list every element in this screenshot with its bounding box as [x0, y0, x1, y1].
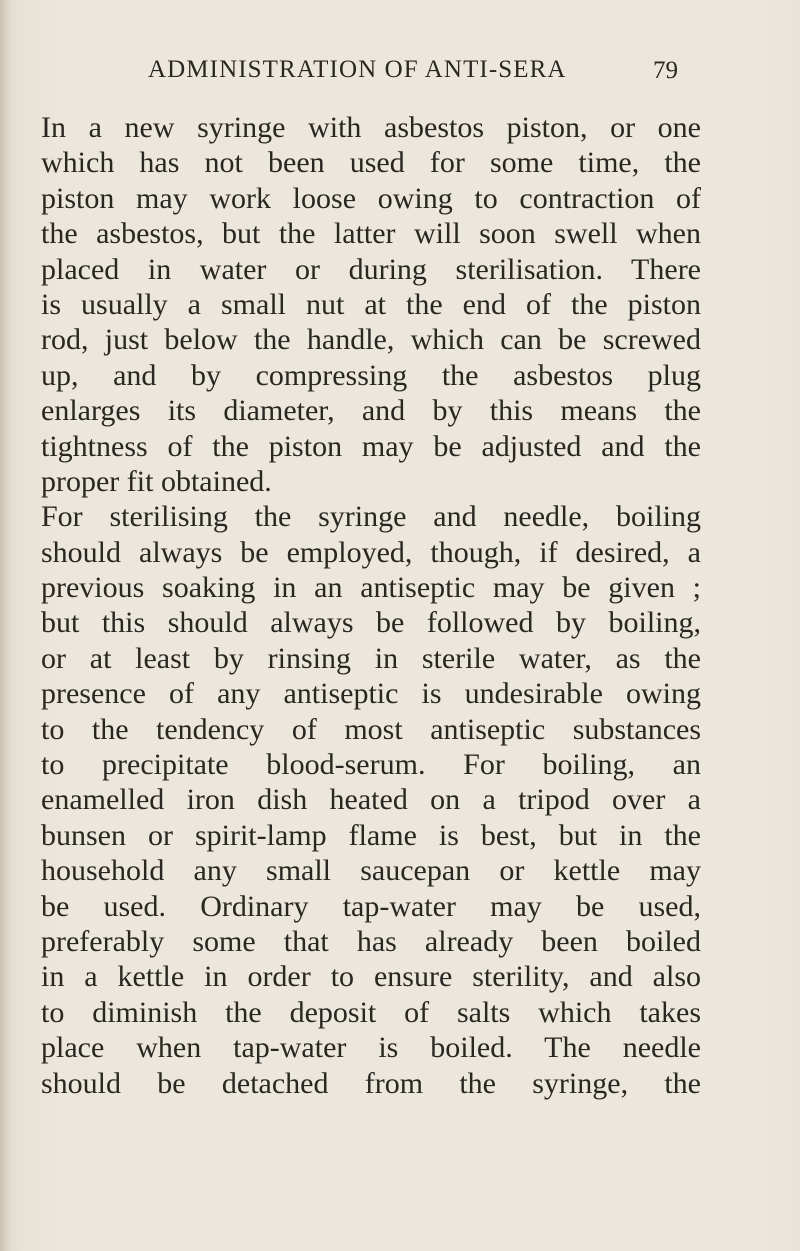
text-line: but this should always be followed by boiling,	[41, 606, 701, 640]
text-line: presence of any antiseptic is undesirable owing	[41, 677, 701, 711]
text-line: tightness of the piston may be adjusted and the	[41, 429, 701, 463]
text-line: rod, just below the handle, which can be screwed	[41, 323, 701, 357]
text-line: or at least by rinsing in sterile water, as the	[41, 641, 701, 675]
text-line: previous soaking in an antiseptic may be given ;	[41, 571, 701, 605]
text-line: up, and by compressing the asbestos plug	[41, 358, 701, 392]
text-line: In a new syringe with asbestos piston, or one	[41, 111, 701, 144]
page-gutter-edge	[0, 0, 10, 1251]
text-line: to precipitate blood-serum. For boiling, an	[41, 748, 701, 782]
page-header	[0, 56, 800, 96]
text-line: to diminish the deposit of salts which takes	[41, 995, 701, 1029]
text-line: place when tap-water is boiled. The needle	[41, 1031, 701, 1065]
text-line: enamelled iron dish heated on a tripod over a	[41, 783, 701, 817]
text-line: in a kettle in order to ensure sterility, and also	[41, 960, 701, 994]
text-line: should be detached from the syringe, the	[41, 1066, 701, 1100]
text-line: the asbestos, but the latter will soon swell when	[41, 217, 701, 251]
text-line: is usually a small nut at the end of the piston	[41, 287, 701, 321]
text-line: preferably some that has already been boiled	[41, 924, 701, 958]
text-line: which has not been used for some time, the	[41, 146, 701, 180]
text-line: enlarges its diameter, and by this means the	[41, 394, 701, 428]
text-line: For sterilising the syringe and needle, boiling	[41, 500, 701, 534]
body-text	[41, 110, 701, 1101]
text-line: placed in water or during sterilisation. There	[41, 252, 701, 286]
text-line: bunsen or spirit-lamp flame is best, but in the	[41, 818, 701, 852]
text-line: should always be employed, though, if desired, a	[41, 535, 701, 569]
text-line: household any small saucepan or kettle may	[41, 854, 701, 888]
text-line: piston may work loose owing to contraction of	[41, 181, 701, 215]
text-line: to the tendency of most antiseptic substances	[41, 712, 701, 746]
page-number: 79	[653, 57, 678, 84]
running-head: ADMINISTRATION OF ANTI-SERA	[148, 56, 567, 83]
text-line: proper fit obtained.	[41, 464, 272, 498]
text-line: be used. Ordinary tap-water may be used,	[41, 889, 701, 923]
